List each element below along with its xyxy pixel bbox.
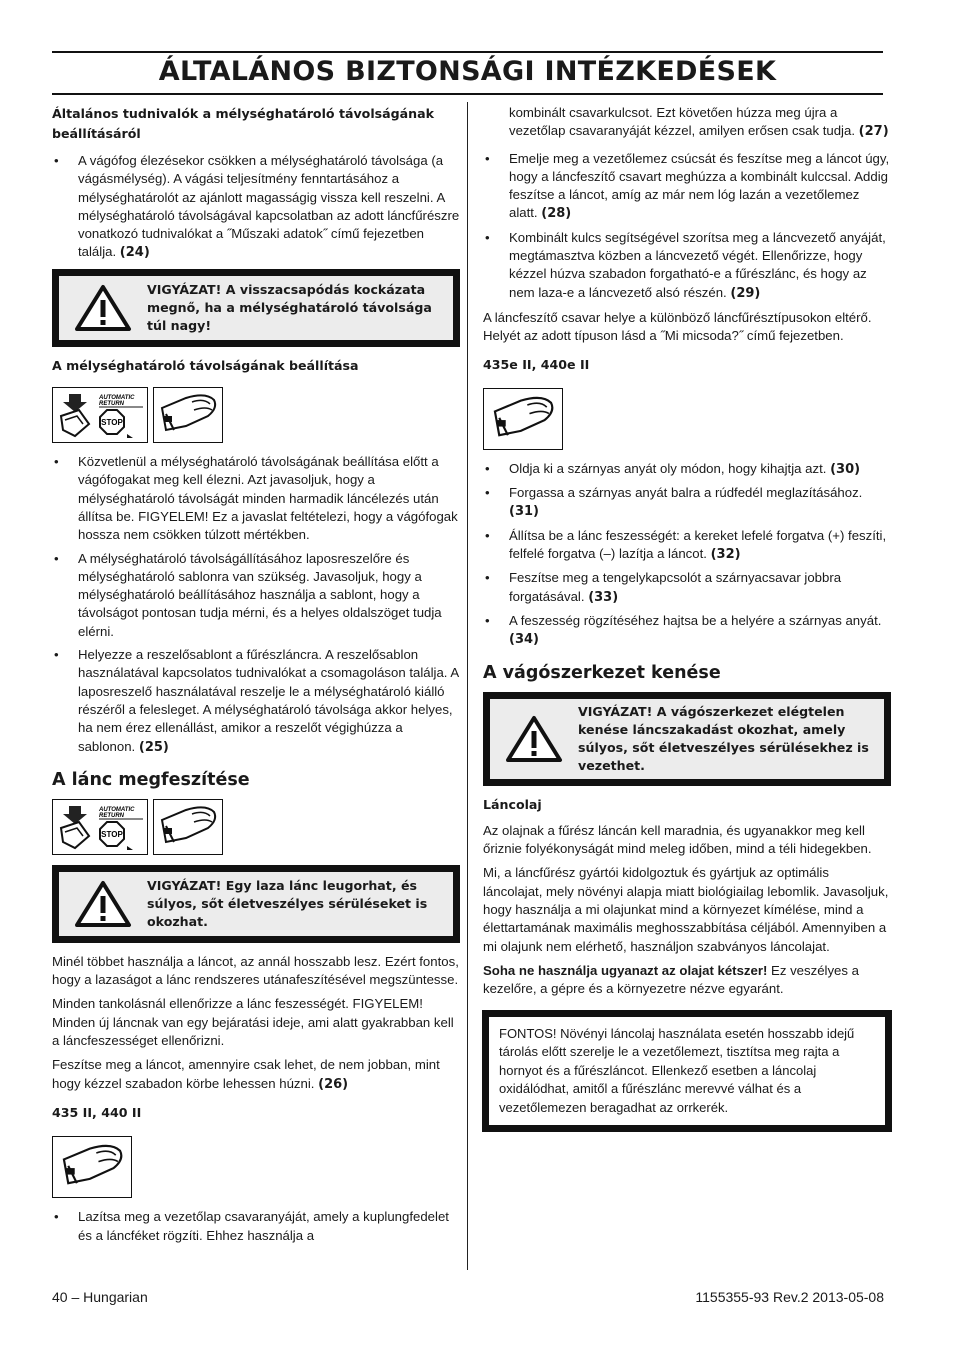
page-title: ÁLTALÁNOS BIZTONSÁGI INTÉZKEDÉSEK bbox=[158, 56, 777, 87]
paragraph: Feszítse meg a láncot, amennyire csak lehet, de nem jobban, mint hogy kézzel szabadon körbe lehessen húzni. (26) bbox=[52, 1057, 440, 1092]
svg-text:RETURN: RETURN bbox=[99, 812, 124, 819]
paragraph: Minél többet használja a láncot, az annál hosszabb lesz. Ezért fontos, hogy a lazaságot a lánc rendszeres utánafeszítésével megszüntesse. bbox=[52, 953, 459, 988]
column-divider bbox=[467, 102, 468, 1270]
adjust-heading: A mélységhatároló távolságának beállítása bbox=[52, 357, 359, 373]
list-item: • Forgassa a szárnyas anyát balra a rúdfedél meglazításához. (31) bbox=[483, 484, 891, 522]
icon-row bbox=[52, 1136, 460, 1198]
important-note-box: FONTOS! Növényi láncolaj használata esetén hosszabb idejű tárolás előtt szerelje le a vezetőlemezt, tisztítsa meg rajta a hornyot és a fűrészláncot. Ellenkező esetben a láncolaj oxidálódhat, amitől a fűrészlánc merevvé válhat és a vezetőlemezen beragadhat az orrkerék. bbox=[483, 1011, 891, 1132]
list-item: • Lazítsa meg a vezetőlap csavaranyáját, amely a kuplungfedelet és a láncféket rögzíti. Ehhez használja a bbox=[52, 1208, 460, 1245]
adjust-list bbox=[52, 453, 460, 757]
list-item: • Helyezze a reszelősablont a fűrészláncra. A reszelősablon használatával kapcsolatos tudnivalókat a csomagoláson találja. A laposreszelő használatával reszelje le a mélységhatároló kiálló részéről a felesleget. A mélységhatároló távolsága akkor helyes, ha nem érez ellenállást, amikor a reszelőt végighúzza a sablonon. (25) bbox=[52, 646, 460, 757]
svg-text:RETURN: RETURN bbox=[99, 401, 124, 408]
warning-text: VIGYÁZAT! A visszacsapódás kockázata megnő, ha a mélységhatároló távolsága túl nagy! bbox=[147, 281, 432, 333]
top-rule bbox=[52, 51, 883, 53]
list-item: • A feszesség rögzítéséhez hajtsa be a helyére a szárnyas anyát. (34) bbox=[483, 612, 891, 650]
right-column bbox=[483, 104, 891, 1131]
icon-row bbox=[52, 799, 460, 855]
list-item: • Emelje meg a vezetőlemez csúcsát és feszítse meg a láncot úgy, hogy a láncfeszítő csavart meghúzza a kombinált kulccsal. Addig feszítse a láncot, amíg az már nem lóg lazán a vezetőlemez alatt. (28) bbox=[483, 150, 891, 224]
warning-triangle-icon bbox=[59, 284, 147, 332]
list-item: • Oldja ki a szárnyas anyát oly módon, hogy kihajtja azt. (30) bbox=[483, 460, 891, 479]
list-item: • A mélységhatároló távolságállításához laposreszelőre és mélységhatároló sablonra van szükség. Javasoljuk, hogy a mélységhatároló beállításához használja a sablont, hogy a távolságot pontosan tudja mérni, és a helyes oldalszöget tudja elérni. bbox=[52, 550, 460, 641]
tension-list bbox=[483, 150, 891, 303]
glove-icon bbox=[153, 387, 223, 443]
warning-triangle-icon bbox=[490, 715, 578, 763]
warning-box-depth-gauge bbox=[52, 269, 460, 347]
icon-row bbox=[483, 388, 891, 450]
warning-triangle-icon bbox=[59, 880, 147, 928]
chain-tension-heading: A lánc megfeszítése bbox=[52, 769, 250, 790]
paragraph: Mi, a láncfűrész gyártói kidolgoztuk és gyártjuk az optimális láncolajat, mely növényi alapja miatt biológiailag lebomlik. Javasoljuk, hogy használja a mi olajunkat mind a környezet kímélése, mind a élettartamának maximális meghosszabbítása céljából. Amennyiben a mi olajunk nem elérhető, használjon szabványos láncolajat. bbox=[483, 865, 889, 954]
paragraph: Minden tankolásnál ellenőrizze a lánc feszességét. FIGYELEM! Minden új láncnak van egy bejáratási ideje, ami alatt gyakrabban kell a láncfeszességet ellenőrizni. bbox=[52, 996, 454, 1049]
warning-text: VIGYÁZAT! A vágószerkezet elégtelen kenése láncszakadást okozhat, amely súlyos, sőt életveszélyes sérülésekhez is vezethet. bbox=[578, 703, 869, 773]
glove-icon bbox=[153, 799, 223, 855]
intro-list bbox=[52, 152, 460, 263]
warning-box-lubrication bbox=[483, 692, 891, 786]
svg-text:STOP: STOP bbox=[101, 829, 123, 839]
list-item: • Közvetlenül a mélységhatároló távolságának beállítása előtt a vágófogakat meg kell élezni. Azt javasoljuk, hogy a mélységhatároló távolságát minden harmadik láncélezés után állítsa be. FIGYELEM! Ez a javaslat feltételezi, hogy a vágófogak hossza nem csökken túlzott mértékben. bbox=[52, 453, 460, 544]
svg-text:STOP: STOP bbox=[101, 418, 123, 428]
page-number: 40 – Hungarian bbox=[52, 1289, 148, 1305]
list-item: • Állítsa be a lánc feszességét: a kereket lefelé forgatva (+) feszíti, felfelé forgatva (–) lazítja a láncot. (32) bbox=[483, 527, 891, 565]
paragraph: Soha ne használja ugyanazt az olajat kétszer! Ez veszélyes a kezelőre, a gépre és a környezetre nézve egyaránt. bbox=[483, 962, 859, 997]
paragraph: A láncfeszítő csavar helye a különböző láncfűrésztípusokon eltérő. Helyét az adott típuson lásd a ˝Mi micsoda?˝ című fejezetben. bbox=[483, 309, 872, 344]
warning-text: VIGYÁZAT! Egy laza lánc leugorhat, és súlyos, sőt életveszélyes sérüléseket is okozhat. bbox=[147, 877, 428, 929]
glove-icon bbox=[52, 1136, 132, 1198]
title-rule bbox=[52, 93, 883, 95]
icon-row bbox=[52, 387, 460, 443]
svg-text:AUTOMATIC: AUTOMATIC bbox=[99, 806, 135, 813]
chain-brake-stop-icon bbox=[52, 387, 148, 443]
model-heading: 435e II, 440e II bbox=[483, 356, 590, 372]
chain-brake-stop-icon bbox=[52, 799, 148, 855]
wingnut-list bbox=[483, 460, 891, 650]
svg-text:AUTOMATIC: AUTOMATIC bbox=[99, 395, 135, 402]
continued-text: kombinált csavarkulcsot. Ezt követően húzza meg újra a vezetőlap csavaranyáját kézzel, amilyen erősen csak tudja. (27) bbox=[509, 105, 889, 140]
chain-oil-heading: Láncolaj bbox=[483, 796, 542, 812]
list-item: • Kombinált kulcs segítségével szorítsa meg a láncvezető anyáját, megtámasztva közben a láncvezető végét. Ellenőrizze, hogy kézzel húzva szabadon forgatható-e a fűrészlánc, és hogy az nem laza-e a láncvezető alsó részén. (29) bbox=[483, 229, 891, 303]
document-id: 1155355-93 Rev.2 2013-05-08 bbox=[695, 1289, 884, 1305]
list-item: • A vágófog élezésekor csökken a mélységhatároló távolsága (a vágásmélység). A vágási teljesítmény fenntartásához a mélységhatárolót az ajánlott magasságig vissza kell reszelni. A mélységhatároló távolságával kapcsolatban az adott láncfűrészre vonatkozó tudnivalókat a ˝Műszaki adatok˝ című fejezetben találja. (24) bbox=[52, 152, 460, 263]
model1-list bbox=[52, 1208, 460, 1245]
glove-icon bbox=[483, 388, 563, 450]
left-column bbox=[52, 104, 460, 1251]
warning-box-loose-chain bbox=[52, 865, 460, 943]
intro-heading: Általános tudnivalók a mélységhatároló távolságának beállításáról bbox=[52, 106, 434, 141]
list-item: • Feszítse meg a tengelykapcsolót a szárnyacsavar jobbra forgatásával. (33) bbox=[483, 569, 891, 607]
model-heading: 435 II, 440 II bbox=[52, 1104, 142, 1120]
paragraph: Az olajnak a fűrész láncán kell maradnia, és ugyanakkor meg kell őriznie folyékonyságát mind meleg időben, mind a téli hidegekben. bbox=[483, 822, 872, 857]
lubrication-heading: A vágószerkezet kenése bbox=[483, 662, 721, 683]
